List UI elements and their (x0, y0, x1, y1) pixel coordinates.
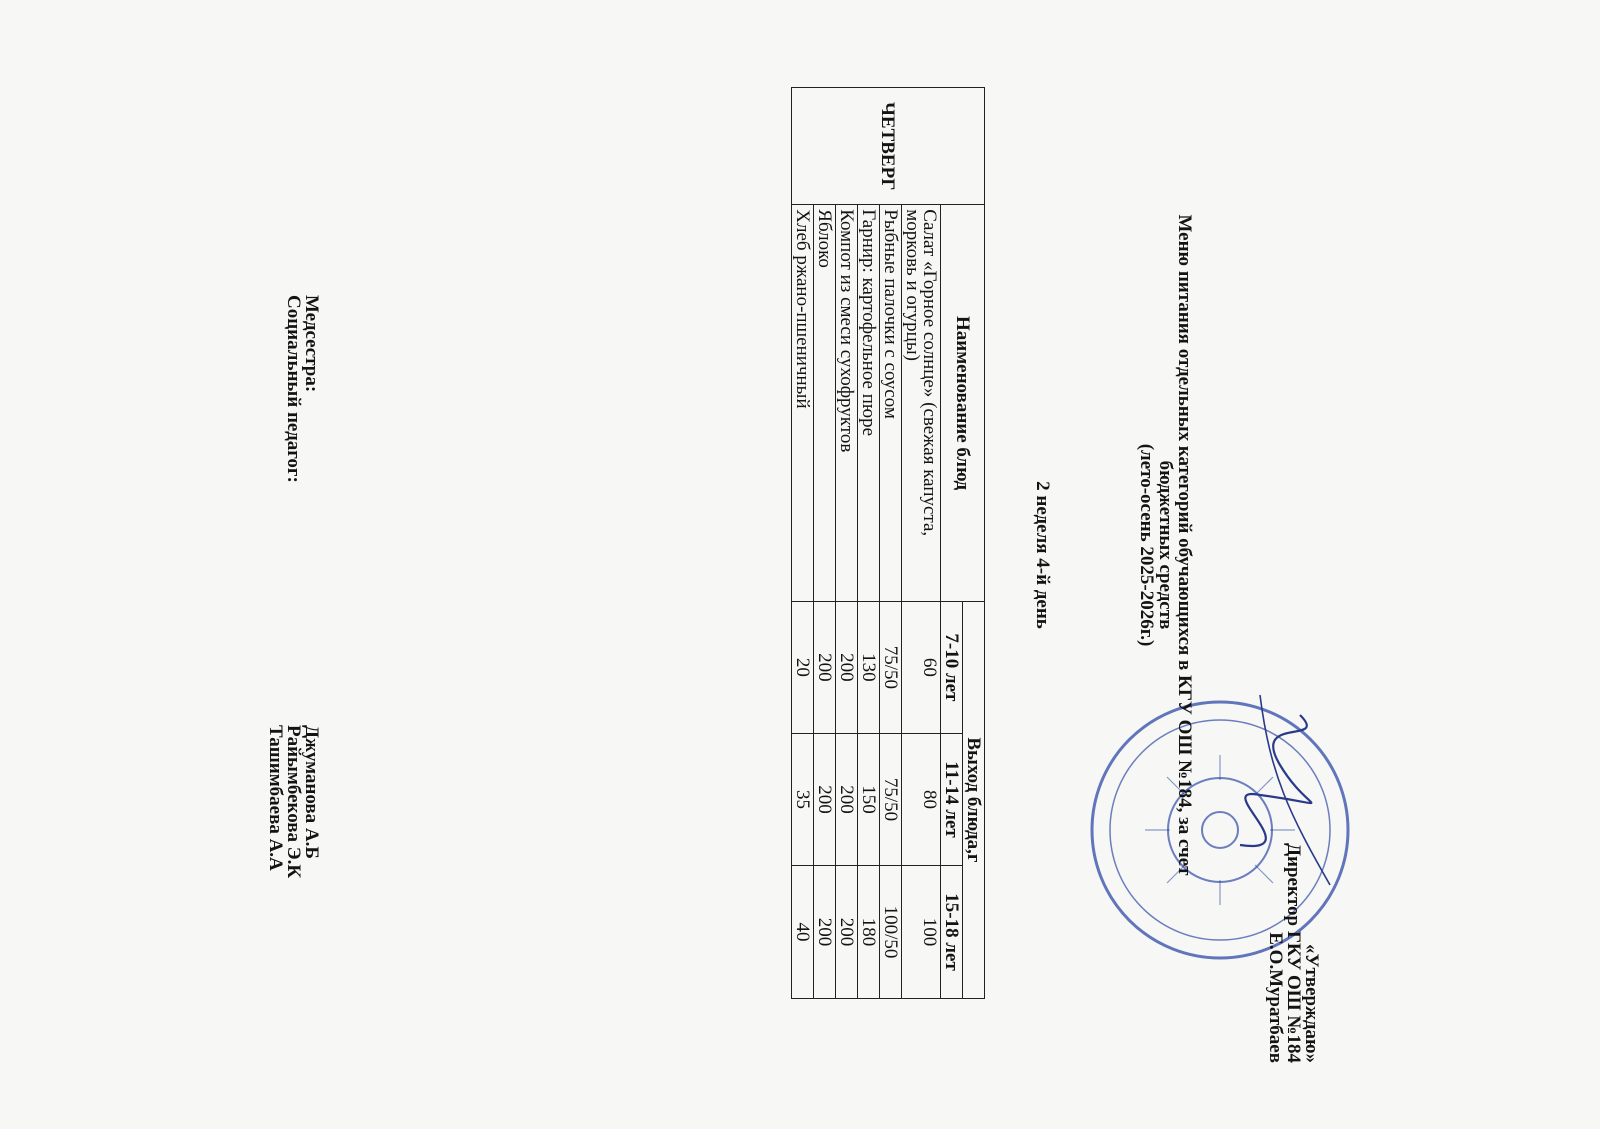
header-dish-name: Наименование блюд (941, 205, 985, 602)
age-group-11-14: 11-14 лет (941, 733, 963, 865)
dish-name: Яблоко (814, 205, 836, 602)
portion-7-10: 75/50 (880, 601, 902, 733)
director-title: Директор ГКУ ОШ №184 (1283, 842, 1304, 1063)
portion-7-10: 200 (836, 601, 858, 733)
director-name: Е.О.Муратбаев (1265, 932, 1286, 1063)
week-day-subtitle: 2 неделя 4-й день (1032, 481, 1053, 629)
portion-15-18: 180 (858, 866, 880, 999)
day-of-week: ЧЕТВЕРГ (792, 88, 985, 205)
portion-15-18: 100/50 (880, 866, 902, 999)
portion-15-18: 200 (814, 866, 836, 999)
signature-row (284, 295, 302, 995)
approval-block (1266, 703, 1320, 1063)
table-row (836, 88, 858, 999)
signature-role (266, 295, 284, 725)
portion-7-10: 130 (858, 601, 880, 733)
title-line-3: (лето-осень 2025-2026г.) (1136, 443, 1157, 647)
portion-7-10: 60 (902, 601, 941, 733)
portion-7-10: 200 (814, 601, 836, 733)
document-sheet (2, 55, 1320, 1089)
portion-11-14: 200 (814, 733, 836, 865)
signature-name: Джуманова А.Б (301, 725, 322, 859)
table-header-row (963, 88, 985, 999)
table-row (880, 88, 902, 999)
dish-name: Салат «Горное солнце» (свежая капуста, морковь и огурцы) (902, 205, 941, 602)
table-row (902, 88, 941, 999)
age-group-15-18: 15-18 лет (941, 866, 963, 999)
header-output: Выход блюда,г (963, 601, 985, 998)
dish-name: Компот из смеси сухофруктов (836, 205, 858, 602)
portion-15-18: 100 (902, 866, 941, 999)
document-title (1137, 95, 1194, 995)
portion-11-14: 75/50 (880, 733, 902, 865)
signature-name: Райымбекова Э.К (283, 725, 304, 879)
portion-15-18: 200 (836, 866, 858, 999)
portion-11-14: 80 (902, 733, 941, 865)
title-line-1: Меню питания отдельных категорий обучающихся в КГУ ОШ №184, за счет (1174, 214, 1195, 876)
signature-role: Социальный педагог: (283, 295, 304, 483)
table-row (858, 88, 880, 999)
signature-row (266, 295, 284, 995)
dish-name: Хлеб ржано-пшеничный (792, 205, 814, 602)
menu-table (791, 87, 985, 999)
signature-role: Медсестра: (301, 295, 322, 393)
title-line-2: бюджетных средств (1155, 460, 1176, 630)
age-group-7-10: 7-10 лет (941, 601, 963, 733)
portion-11-14: 200 (836, 733, 858, 865)
signature-name: Ташимбаева А.А (265, 725, 286, 871)
official-stamp (1040, 655, 1370, 975)
portion-7-10: 20 (792, 601, 814, 733)
signature-block (266, 295, 320, 995)
dish-name: Гарнир: картофельное пюре (858, 205, 880, 602)
table-row (814, 88, 836, 999)
dish-name: Рыбные палочки с соусом (880, 205, 902, 602)
portion-11-14: 150 (858, 733, 880, 865)
signature-row (302, 295, 320, 995)
portion-15-18: 40 (792, 866, 814, 999)
table-row (792, 88, 814, 999)
portion-11-14: 35 (792, 733, 814, 865)
approval-line: «Утверждаю» (1301, 944, 1322, 1063)
